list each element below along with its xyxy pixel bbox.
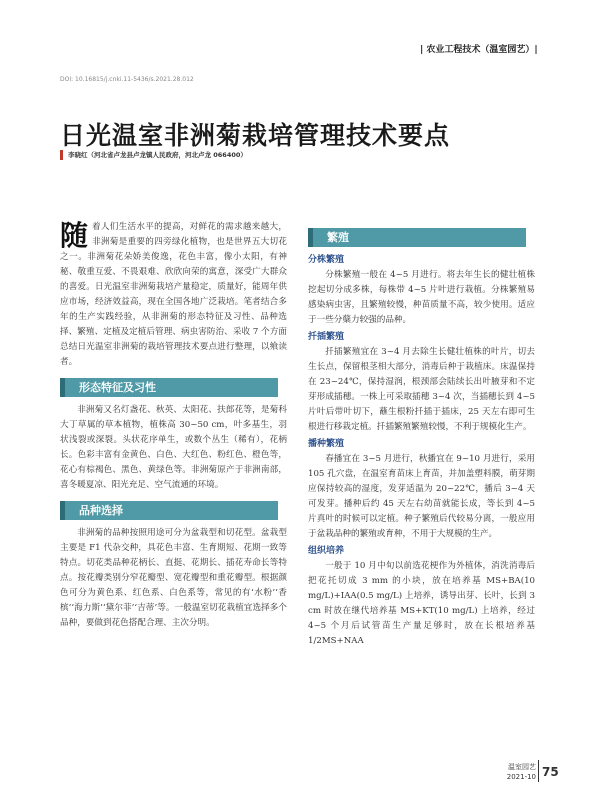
paragraph-tissue-culture: 一般于 10 月中旬以前选花梗作为外植体，消洗消毒后把花托切成 3 mm 的小块，放在培养基 MS+BA(10 mg/L)+IAA(0.5 mg/L) 上培养，诱导出芽、长叶，长到 3 cm 时放在继代培养基 MS+KT(10 mg/L) 上培养，经过 4~5 个月后试管苗生产量足够时，放在长根培养基 1/2MS+NAA [308, 561, 535, 646]
left-column [60, 220, 287, 631]
journal-name: 温室园艺 [508, 763, 536, 771]
paragraph-variety: 非洲菊的品种按照用途可分为盆栽型和切花型。盆栽型主要是 F1 代杂交种，具花色丰富、生育期短、花期一致等特点。切花类品种花柄长、直挺、花期长、插花寿命长等特点。按花瓣类别分窄花瓣型、宽花瓣型和重花瓣型。根据颜色可分为黄色系、红色系、白色系等，常见的有‘水粉’‘香槟’‘海力斯’‘黛尔菲’‘吉蒂’等。一般温室切花栽植宜选择多个品种，要做到花色搭配合理、主次分明。 [60, 528, 287, 628]
right-column [308, 228, 535, 649]
page-title: 日光温室非洲菊栽培管理技术要点 [60, 121, 451, 150]
doi: DOI: 10.16815/j.cnki.11-5436/s.2021.28.012 [60, 76, 194, 83]
subheading-cutting: 扦插繁殖 [308, 332, 345, 342]
drop-cap: 随 [60, 219, 89, 252]
intro-paragraph [60, 220, 287, 370]
footer-journal [496, 762, 536, 782]
section-tag: | 农业工程技术（温室园艺）| [420, 45, 538, 55]
page-number: 75 [542, 765, 559, 779]
footer-divider [538, 760, 539, 782]
subheading-tissue-culture: 组织培养 [308, 546, 345, 556]
heading-propagation: 繁殖 [308, 228, 526, 247]
heading-morphology: 形态特征及习性 [60, 378, 278, 397]
journal-issue: 2021-10 [506, 773, 536, 781]
paragraph-cutting: 扦插繁殖宜在 3~4 月去除生长健壮植株的叶片，切去生长点，保留根茎相大部分，消毒后种于栽植床。床温保持在 23~24℃，保持湿润，根颈部会陆续长出叶腋芽和不定芽形成插穗。一株上可采取插穗 3~4 次，当插穗长到 4~5 片叶后带叶切下，蘸生根粉扦插于插床，25 天左右即可生根进行移栽定植。扦插繁殖繁殖较慢，不利于规模化生产。 [308, 347, 535, 432]
author-bar [60, 150, 63, 160]
heading-variety: 品种选择 [60, 501, 278, 520]
paragraph-morphology: 非洲菊又名灯盏花、秋英、太阳花、扶郎花等，是菊科大丁草属的草本植物，植株高 30~50 cm，叶多基生，羽状浅裂或深裂。头状花序单生，或数个丛生（稀有），花柄长。色彩丰富有金黄色、白色、大红色、粉红色、橙色等，花心有棕褐色、黑色、黄绿色等。非洲菊原产于非洲南部，喜冬暖夏凉、阳光充足、空气流通的环境。 [60, 405, 287, 490]
author-line: 李晓红（河北省卢龙县卢龙镇人民政府，河北卢龙 066400） [68, 151, 247, 159]
intro-text: 着人们生活水平的提高，对鲜花的需求越来越大，非洲菊是重要的四旁绿化植物，也是世界五大切花之一。非洲菊花朵娇美俊逸，花色丰富，像小太阳，有神秘、敬重互爱、不畏艰难、欣欣向荣的寓意，深受广大群众的喜爱。日光温室非洲菊栽培产量稳定，质量好，能周年供应市场，经济效益高，现在全国各地广泛栽培。笔者结合多年的生产实践经验，从非洲菊的形态特征及习性、品种选择、繁殖、定植及定植后管理、病虫害防治、采收 7 个方面总结日光温室非洲菊的栽培管理技术要点进行整理，以飨读者。 [60, 222, 287, 367]
subheading-seeding: 播种繁殖 [308, 439, 345, 449]
paragraph-seeding: 春播宜在 3~5 月进行，秋播宜在 9~10 月进行，采用 105 孔穴盘，在温室育苗床上育苗，并加盖塑料膜，萌芽期应保持较高的湿度，发芽适温为 20~22℃，播后 3~4 天可发芽。播种后约 45 天左右幼苗就能长成，等长到 4~5 片真叶的时候可以定植。种子繁殖后代较易分离，一般应用于盆栽品种的繁殖或育种，不用于大规模的生产。 [308, 454, 535, 539]
paragraph-division: 分株繁殖一般在 4~5 月进行。将去年生长的健壮植株挖起切分成多株，每株带 4~5 片叶进行栽植。分株繁殖易感染病虫害，且繁殖较慢，种苗质量不高，较少使用。适应于一些分蘖力较强的品种。 [308, 270, 535, 325]
subheading-division: 分株繁殖 [308, 255, 345, 265]
